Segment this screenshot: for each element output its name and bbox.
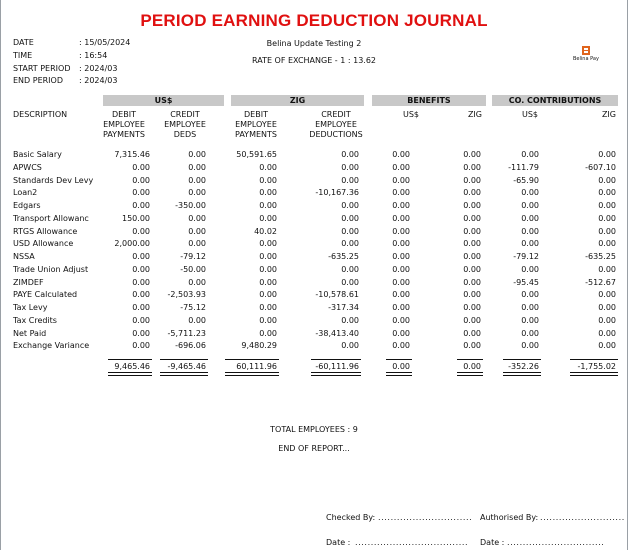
- row-amount: -607.10: [585, 163, 616, 172]
- row-amount: 0.00: [392, 278, 410, 287]
- row-amount: -5,711.23: [167, 329, 206, 338]
- total-amount: 60,111.96: [236, 362, 277, 371]
- row-amount: -95.45: [513, 278, 539, 287]
- row-amount: 0.00: [132, 303, 150, 312]
- row-amount: 0.00: [132, 316, 150, 325]
- row-amount: 0.00: [463, 329, 481, 338]
- total-rule: [225, 359, 279, 360]
- checked-date-line: ....................................: [355, 538, 469, 547]
- row-description: USD Allowance: [13, 239, 74, 248]
- row-amount: 0.00: [341, 176, 359, 185]
- row-amount: 0.00: [463, 278, 481, 287]
- report-title: PERIOD EARNING DEDUCTION JOURNAL: [140, 11, 488, 30]
- row-amount: 40.02: [254, 227, 277, 236]
- row-amount: 0.00: [521, 227, 539, 236]
- row-amount: 50,591.65: [236, 150, 277, 159]
- col-header-zig-debit: DEBIT EMPLOYEE PAYMENTS: [235, 110, 277, 139]
- row-amount: 0.00: [259, 163, 277, 172]
- exchange-rate: RATE OF EXCHANGE - 1 : 13.62: [251, 56, 377, 65]
- total-rule: [108, 359, 152, 360]
- row-amount: 0.00: [392, 252, 410, 261]
- row-amount: 0.00: [598, 227, 616, 236]
- checked-by-label: Checked By:: [326, 513, 376, 522]
- row-amount: 0.00: [521, 214, 539, 223]
- row-amount: 0.00: [521, 239, 539, 248]
- total-double-rule: [311, 372, 361, 376]
- row-amount: 9,480.29: [241, 341, 277, 350]
- col-header-contrib-usd: US$: [521, 110, 538, 119]
- row-description: Loan2: [13, 188, 38, 197]
- row-amount: 0.00: [598, 316, 616, 325]
- row-description: Standards Dev Levy: [13, 176, 94, 185]
- row-amount: -75.12: [180, 303, 206, 312]
- total-rule: [160, 359, 208, 360]
- row-amount: -65.90: [513, 176, 539, 185]
- row-amount: 0.00: [463, 214, 481, 223]
- row-amount: 0.00: [259, 214, 277, 223]
- row-amount: 0.00: [188, 239, 206, 248]
- total-double-rule: [570, 372, 618, 376]
- row-amount: -2,503.93: [167, 290, 206, 299]
- row-amount: 0.00: [188, 214, 206, 223]
- row-amount: 0.00: [392, 329, 410, 338]
- row-amount: 0.00: [463, 239, 481, 248]
- row-amount: 0.00: [341, 265, 359, 274]
- total-double-rule: [503, 372, 541, 376]
- group-zig: ZIG: [231, 95, 364, 106]
- col-header-description: DESCRIPTION: [13, 110, 68, 119]
- total-employees: TOTAL EMPLOYEES : 9: [270, 425, 358, 434]
- meta-value: : 2024/03: [79, 76, 118, 85]
- meta-label: END PERIOD: [13, 76, 63, 85]
- row-amount: 0.00: [132, 188, 150, 197]
- row-amount: 0.00: [598, 201, 616, 210]
- row-amount: 0.00: [392, 201, 410, 210]
- meta-value: : 16:54: [79, 51, 108, 60]
- row-amount: 0.00: [188, 227, 206, 236]
- row-amount: 0.00: [259, 278, 277, 287]
- authorised-by-line: ...........................: [540, 513, 625, 522]
- row-amount: 0.00: [341, 201, 359, 210]
- row-amount: 0.00: [259, 265, 277, 274]
- row-description: PAYE Calculated: [13, 290, 78, 299]
- row-amount: 0.00: [463, 176, 481, 185]
- row-amount: 0.00: [392, 239, 410, 248]
- row-amount: 0.00: [341, 278, 359, 287]
- row-amount: 0.00: [463, 303, 481, 312]
- row-amount: 0.00: [463, 150, 481, 159]
- row-amount: 0.00: [341, 239, 359, 248]
- col-header-contrib-zig: ZIG: [601, 110, 616, 119]
- row-amount: 0.00: [132, 227, 150, 236]
- total-amount: 0.00: [392, 362, 410, 371]
- checked-date-label: Date :: [326, 538, 351, 547]
- row-amount: 0.00: [392, 303, 410, 312]
- row-amount: 0.00: [132, 163, 150, 172]
- row-amount: 0.00: [598, 290, 616, 299]
- row-amount: -512.67: [585, 278, 616, 287]
- row-amount: 0.00: [341, 227, 359, 236]
- row-description: Edgars: [13, 201, 41, 210]
- left-frame-border: [0, 0, 1, 550]
- row-amount: -111.79: [508, 163, 539, 172]
- row-amount: 0.00: [259, 252, 277, 261]
- row-amount: 0.00: [188, 278, 206, 287]
- row-amount: 0.00: [463, 163, 481, 172]
- end-of-report: END OF REPORT...: [278, 444, 350, 453]
- logo-caption: Belina Pay: [573, 56, 599, 62]
- total-amount: -352.26: [508, 362, 539, 371]
- row-amount: 0.00: [132, 341, 150, 350]
- total-rule: [386, 359, 412, 360]
- row-amount: 0.00: [188, 176, 206, 185]
- row-amount: -10,578.61: [315, 290, 359, 299]
- authorised-by-label: Authorised By:: [480, 513, 539, 522]
- row-amount: 0.00: [341, 214, 359, 223]
- row-amount: 0.00: [392, 188, 410, 197]
- total-double-rule: [108, 372, 152, 376]
- row-amount: 0.00: [463, 290, 481, 299]
- row-amount: 0.00: [521, 290, 539, 299]
- row-amount: 0.00: [521, 201, 539, 210]
- row-amount: 0.00: [341, 341, 359, 350]
- row-amount: 0.00: [521, 265, 539, 274]
- row-amount: 0.00: [521, 303, 539, 312]
- row-amount: 0.00: [598, 303, 616, 312]
- row-amount: 0.00: [132, 252, 150, 261]
- row-amount: 0.00: [521, 188, 539, 197]
- row-amount: 0.00: [463, 252, 481, 261]
- col-header-zig-credit: CREDIT EMPLOYEE DEDUCTIONS: [309, 110, 363, 139]
- col-header-usd-debit: DEBIT EMPLOYEE PAYMENTS: [103, 110, 145, 139]
- row-amount: 0.00: [132, 278, 150, 287]
- row-description: Transport Allowanc: [13, 214, 89, 223]
- row-amount: 0.00: [598, 265, 616, 274]
- row-amount: 0.00: [259, 316, 277, 325]
- total-rule: [503, 359, 541, 360]
- row-amount: 0.00: [259, 201, 277, 210]
- company-logo: [575, 43, 597, 65]
- row-amount: 0.00: [598, 150, 616, 159]
- row-amount: -79.12: [180, 252, 206, 261]
- row-amount: 0.00: [392, 214, 410, 223]
- col-header-benefits-usd: US$: [402, 110, 419, 119]
- row-amount: 0.00: [259, 239, 277, 248]
- row-description: RTGS Allowance: [13, 227, 78, 236]
- meta-label: START PERIOD: [13, 64, 71, 73]
- row-amount: 0.00: [598, 329, 616, 338]
- row-amount: 0.00: [259, 188, 277, 197]
- row-amount: 0.00: [392, 176, 410, 185]
- row-amount: 0.00: [463, 341, 481, 350]
- row-amount: 0.00: [463, 201, 481, 210]
- row-amount: 0.00: [188, 316, 206, 325]
- row-amount: 0.00: [463, 227, 481, 236]
- row-amount: 0.00: [259, 290, 277, 299]
- group-benefits: BENEFITS: [372, 95, 486, 106]
- total-double-rule: [386, 372, 412, 376]
- row-amount: 0.00: [598, 176, 616, 185]
- row-description: Basic Salary: [13, 150, 62, 159]
- row-amount: 0.00: [463, 188, 481, 197]
- row-amount: 0.00: [598, 214, 616, 223]
- row-amount: -50.00: [180, 265, 206, 274]
- row-amount: 0.00: [259, 303, 277, 312]
- row-description: NSSA: [13, 252, 35, 261]
- total-amount: -1,755.02: [577, 362, 616, 371]
- total-amount: 0.00: [463, 362, 481, 371]
- row-amount: 2,000.00: [114, 239, 150, 248]
- total-double-rule: [457, 372, 483, 376]
- row-amount: 0.00: [521, 150, 539, 159]
- authorised-date-label: Date :: [480, 538, 505, 547]
- row-amount: 0.00: [188, 163, 206, 172]
- row-amount: 0.00: [188, 150, 206, 159]
- row-amount: 0.00: [392, 150, 410, 159]
- row-description: Exchange Variance: [13, 341, 90, 350]
- row-amount: 0.00: [341, 316, 359, 325]
- group-usd: US$: [103, 95, 224, 106]
- row-amount: 0.00: [132, 265, 150, 274]
- row-amount: -696.06: [175, 341, 206, 350]
- row-description: Tax Levy: [13, 303, 48, 312]
- total-amount: -9,465.46: [167, 362, 206, 371]
- row-amount: 0.00: [392, 227, 410, 236]
- col-header-benefits-zig: ZIG: [467, 110, 482, 119]
- row-amount: 0.00: [598, 239, 616, 248]
- authorised-date-line: ...............................: [507, 538, 605, 547]
- row-amount: 0.00: [521, 329, 539, 338]
- row-amount: 0.00: [132, 176, 150, 185]
- meta-value: : 15/05/2024: [79, 38, 131, 47]
- row-amount: -635.25: [328, 252, 359, 261]
- row-description: Net Paid: [13, 329, 47, 338]
- row-amount: -635.25: [585, 252, 616, 261]
- row-amount: -38,413.40: [315, 329, 359, 338]
- row-amount: -317.34: [328, 303, 359, 312]
- total-rule: [311, 359, 361, 360]
- row-amount: 0.00: [259, 176, 277, 185]
- row-amount: -350.00: [175, 201, 206, 210]
- row-amount: -10,167.36: [315, 188, 359, 197]
- total-rule: [570, 359, 618, 360]
- row-amount: 0.00: [463, 316, 481, 325]
- col-header-usd-credit: CREDIT EMPLOYEE DEDS: [164, 110, 206, 139]
- total-double-rule: [225, 372, 279, 376]
- row-amount: 0.00: [132, 329, 150, 338]
- row-amount: 0.00: [392, 290, 410, 299]
- row-description: Tax Credits: [13, 316, 57, 325]
- checked-by-line: ..............................: [378, 513, 473, 522]
- row-amount: 7,315.46: [114, 150, 150, 159]
- company-name: Belina Update Testing 2: [266, 39, 362, 48]
- row-amount: 0.00: [598, 341, 616, 350]
- total-double-rule: [160, 372, 208, 376]
- row-description: Trade Union Adjust: [13, 265, 89, 274]
- meta-label: DATE: [13, 38, 34, 47]
- row-amount: -79.12: [513, 252, 539, 261]
- row-amount: 0.00: [188, 188, 206, 197]
- row-amount: 150.00: [122, 214, 150, 223]
- group-co-contributions: CO. CONTRIBUTIONS: [492, 95, 618, 106]
- total-amount: -60,111.96: [315, 362, 359, 371]
- row-description: ZIMDEF: [13, 278, 44, 287]
- row-amount: 0.00: [341, 150, 359, 159]
- row-amount: 0.00: [132, 290, 150, 299]
- row-amount: 0.00: [521, 316, 539, 325]
- row-amount: 0.00: [392, 316, 410, 325]
- row-amount: 0.00: [598, 188, 616, 197]
- meta-value: : 2024/03: [79, 64, 118, 73]
- total-rule: [457, 359, 483, 360]
- row-amount: 0.00: [132, 201, 150, 210]
- row-amount: 0.00: [463, 265, 481, 274]
- row-amount: 0.00: [341, 163, 359, 172]
- total-amount: 9,465.46: [114, 362, 150, 371]
- row-description: APWCS: [13, 163, 42, 172]
- row-amount: 0.00: [521, 341, 539, 350]
- row-amount: 0.00: [392, 341, 410, 350]
- row-amount: 0.00: [259, 329, 277, 338]
- meta-label: TIME: [13, 51, 33, 60]
- row-amount: 0.00: [392, 265, 410, 274]
- row-amount: 0.00: [392, 163, 410, 172]
